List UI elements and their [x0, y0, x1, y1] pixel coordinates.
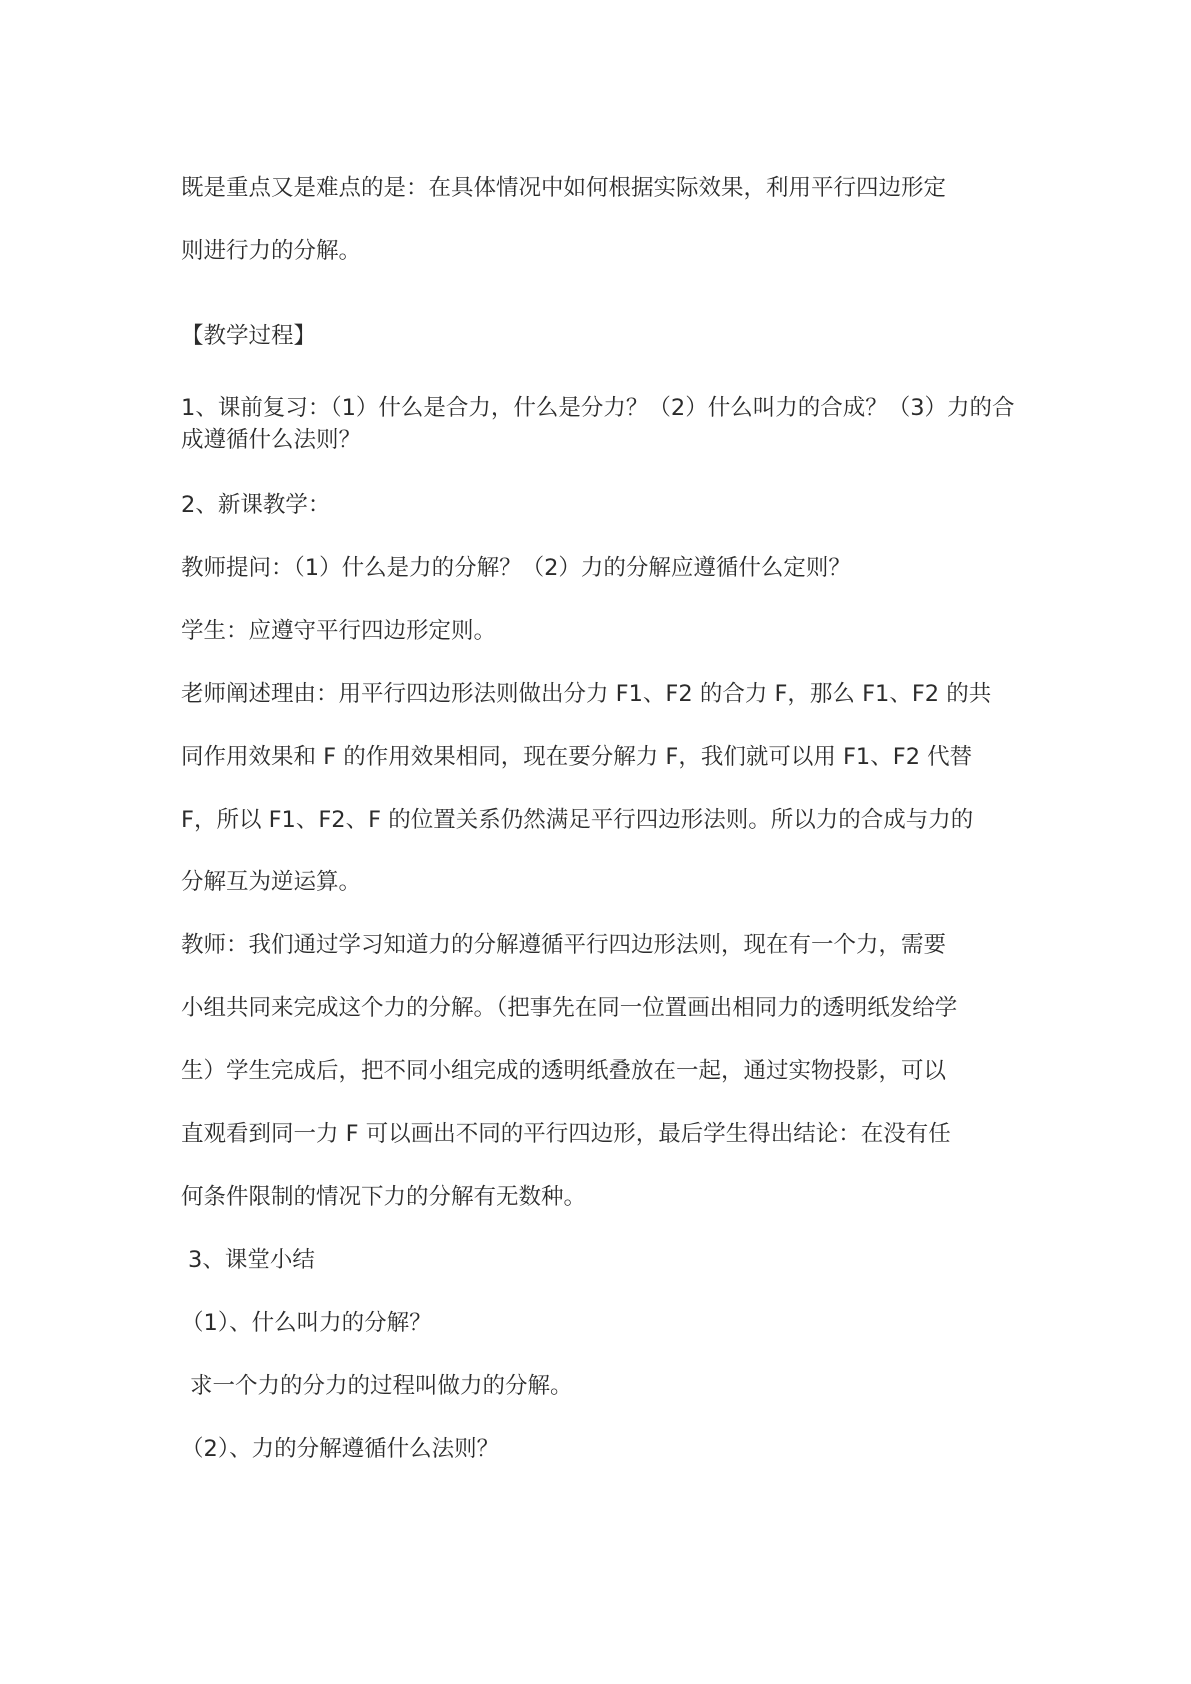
paragraph-activity-line-1: 教师：我们通过学习知道力的分解遵循平行四边形法则，现在有一个力，需要: [181, 932, 947, 958]
section-heading-teaching-process: 【教学过程】: [181, 323, 317, 349]
paragraph-activity-line-5: 何条件限制的情况下力的分解有无数种。: [181, 1184, 587, 1210]
paragraph-activity-line-2: 小组共同来完成这个力的分解。（把事先在同一位置画出相同力的透明纸发给学: [181, 995, 958, 1021]
paragraph-new-lesson: 2、新课教学：: [181, 492, 331, 518]
paragraph-teacher-question: 教师提问：（1）什么是力的分解？（2）力的分解应遵循什么定则？: [181, 555, 851, 581]
paragraph-reasoning-line-2: 同作用效果和 F 的作用效果相同，现在要分解力 F，我们就可以用 F1、F2 代替: [181, 744, 973, 770]
summary-answer-1: 求一个力的分力的过程叫做力的分解。: [190, 1373, 573, 1399]
paragraph-reasoning-line-1: 老师阐述理由：用平行四边形法则做出分力 F1、F2 的合力 F，那么 F1、F2 的共: [181, 681, 992, 707]
paragraph-activity-line-4: 直观看到同一力 F 可以画出不同的平行四边形，最后学生得出结论：在没有任: [181, 1121, 951, 1147]
paragraph-key-difficulty: 既是重点又是难点的是：在具体情况中如何根据实际效果，利用平行四边形定: [181, 175, 947, 201]
paragraph-student-answer: 学生：应遵守平行四边形定则。: [181, 618, 497, 644]
paragraph-reasoning-line-3: F，所以 F1、F2、F 的位置关系仍然满足平行四边形法则。所以力的合成与力的: [181, 807, 974, 833]
paragraph-key-difficulty-cont: 则进行力的分解。: [181, 238, 362, 264]
summary-question-1: （1）、什么叫力的分解？: [181, 1310, 432, 1336]
section-heading-summary: 3、课堂小结: [188, 1247, 315, 1273]
paragraph-review: 1、课前复习：（1）什么是合力，什么是分力？（2）什么叫力的合成？（3）力的合成遵循什么法则？: [181, 395, 1015, 453]
paragraph-activity-line-3: 生）学生完成后，把不同小组完成的透明纸叠放在一起，通过实物投影，可以: [181, 1058, 947, 1084]
summary-question-2: （2）、力的分解遵循什么法则？: [181, 1436, 500, 1462]
paragraph-reasoning-line-4: 分解互为逆运算。: [181, 869, 362, 895]
